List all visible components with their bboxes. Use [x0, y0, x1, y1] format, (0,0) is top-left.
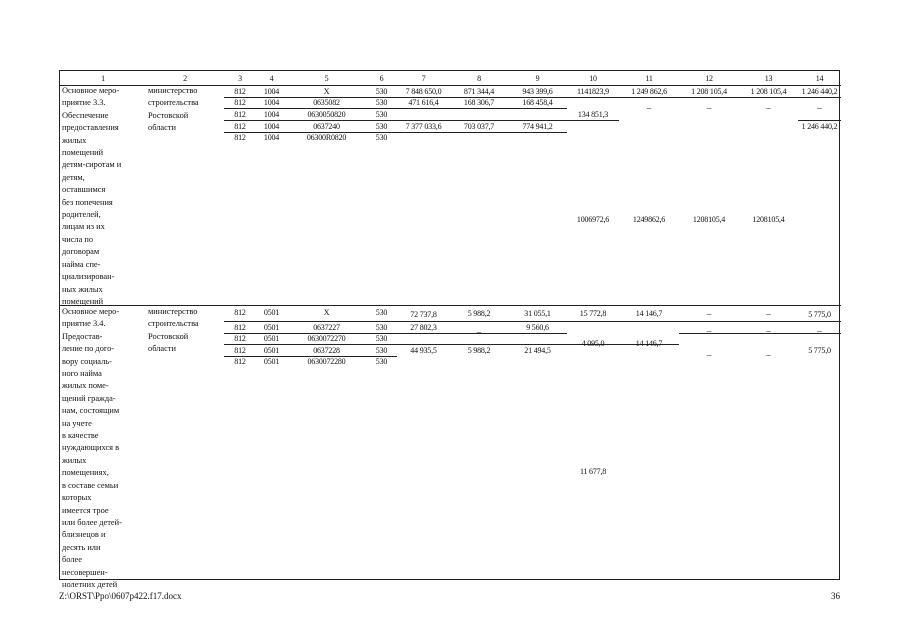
dash-cell: –	[766, 350, 771, 360]
budget-table	[59, 70, 840, 589]
column-header: 13	[764, 74, 773, 83]
cell: 0630072280	[307, 357, 346, 366]
text-line: области	[148, 344, 176, 354]
dash-cell: –	[766, 102, 771, 113]
column-header: 11	[645, 74, 653, 83]
text-line: нуждающихся в	[62, 443, 120, 453]
cell: 530	[375, 334, 388, 343]
column-header: 6	[379, 74, 384, 83]
column-header: 9	[535, 74, 540, 83]
text-line: министерство	[148, 86, 198, 95]
cell: 530	[375, 308, 388, 317]
amount-cell: 5 775,0	[808, 310, 831, 319]
text-line: вору социаль-	[62, 356, 112, 366]
cell: 1004	[263, 121, 280, 131]
cell: 1004	[263, 109, 280, 119]
text-line: договорам	[62, 247, 100, 257]
text-line: на учете	[62, 418, 92, 428]
text-line: предоставления	[62, 123, 119, 133]
text-line: помещений	[62, 296, 104, 306]
cell: 812	[234, 357, 246, 366]
cell: 812	[234, 334, 246, 343]
text-line: приятие 3.4.	[62, 319, 106, 329]
amount-cell: 1208105,4	[752, 215, 785, 224]
dash-cell: –	[706, 102, 712, 113]
text-line: оставшимся	[62, 185, 106, 195]
amount-cell: 31 055,1	[524, 309, 551, 318]
cell: 530	[375, 98, 388, 107]
column-header: 5	[324, 74, 329, 83]
cell: 812	[234, 109, 246, 119]
cell: 0637240	[313, 121, 340, 131]
cell: 530	[375, 109, 388, 119]
cell: 0501	[263, 357, 280, 366]
text-line: Основное меро-	[62, 86, 120, 95]
cell: 0501	[263, 308, 280, 317]
text-line: лицам из их	[62, 222, 105, 232]
amount-cell: 168 306,7	[463, 98, 495, 107]
text-line: Обеспечение	[62, 110, 109, 120]
column-header: 1	[101, 74, 105, 83]
text-line: щений гражда-	[62, 393, 116, 403]
text-line: строительства	[148, 98, 199, 108]
text-line: Ростовской	[148, 331, 189, 341]
amount-cell: 1 249 862,6	[631, 86, 667, 96]
amount-cell: 15 772,8	[579, 309, 607, 318]
amount-cell: 5 988,2	[467, 345, 491, 355]
amount-cell: 168 458,4	[522, 98, 553, 107]
text-line: нолетних детей	[62, 579, 118, 589]
dash-cell: –	[817, 326, 822, 336]
activity-name	[62, 85, 145, 308]
text-line: жилых	[62, 135, 87, 145]
amount-cell: 703 037,7	[463, 121, 495, 131]
cell: 0501	[263, 334, 280, 343]
amount-cell: 27 802,3	[410, 322, 437, 332]
cell: 1004	[263, 133, 280, 142]
cell: 0630072270	[307, 334, 346, 343]
amount-cell: 14 146,7	[635, 338, 663, 348]
text-line: жилых	[62, 455, 87, 465]
amount-cell: 14 146,7	[635, 309, 663, 318]
dash-cell: –	[817, 102, 822, 113]
column-header: 14	[815, 74, 824, 83]
cell: 06300R0820	[306, 133, 347, 142]
text-line: более	[62, 555, 82, 565]
text-line: или более детей-	[62, 517, 122, 527]
row-line	[567, 120, 619, 121]
cell: 530	[375, 322, 388, 332]
responsible-org	[148, 85, 223, 135]
row-line	[397, 108, 567, 109]
text-line: имеется трое	[62, 505, 109, 515]
column-header: 8	[477, 74, 481, 83]
amount-cell: 1 208 105,4	[691, 86, 727, 96]
text-line: которых	[62, 493, 92, 503]
text-line: детям,	[62, 172, 85, 182]
amount-cell: 5 988,2	[467, 309, 491, 318]
amount-cell: 1208105,4	[692, 215, 726, 224]
page-number: 36	[831, 591, 840, 601]
cell: 812	[234, 345, 246, 355]
text-line: ного найма	[62, 369, 102, 379]
column-header: 7	[421, 74, 426, 83]
text-line: области	[148, 123, 176, 133]
cell: Х	[323, 308, 330, 317]
column-header: 10	[589, 74, 597, 83]
text-line: детям-сиротам и	[62, 160, 122, 170]
amount-cell: 471 616,4	[408, 98, 439, 107]
amount-cell: 134 851,3	[577, 109, 609, 119]
amount-cell: 1249862,6	[632, 215, 666, 224]
dash-cell: –	[706, 350, 712, 360]
cell: 812	[234, 86, 246, 96]
amount-cell: 943 399,6	[522, 86, 553, 96]
amount-cell: 774 941,2	[522, 121, 553, 131]
text-line: несовершен-	[62, 567, 108, 577]
cell: 0637228	[313, 345, 340, 355]
cell: 0501	[263, 345, 280, 355]
dash-cell: –	[766, 326, 771, 336]
text-line: найма спе-	[62, 259, 101, 269]
cell: 0630050820	[307, 109, 346, 119]
responsible-org	[148, 306, 223, 356]
amount-cell: 7 848 650,0	[405, 86, 442, 96]
text-line: циализирован-	[62, 272, 115, 282]
amount-cell: 7 377 033,6	[405, 121, 442, 131]
text-line: десять или	[62, 542, 101, 552]
amount-cell: 1 246 440,2	[801, 86, 838, 96]
cell: 812	[234, 308, 246, 317]
text-line: жилых поме-	[62, 381, 109, 391]
text-line: числа по	[62, 234, 94, 244]
cell: 530	[375, 357, 388, 366]
amount-cell: 44 935,5	[410, 345, 437, 355]
column-header: 3	[238, 74, 242, 83]
cell: 1004	[263, 86, 280, 96]
cell: 530	[375, 133, 388, 142]
text-line: ление по дого-	[62, 344, 115, 354]
cell: 0501	[263, 322, 280, 332]
row-line	[397, 132, 567, 133]
cell: 0635082	[313, 98, 340, 107]
amount-cell: 4 095,0	[581, 338, 605, 348]
dash-cell: –	[476, 327, 482, 337]
amount-cell: 72 737,8	[410, 310, 437, 319]
text-line: близнецов и	[62, 530, 106, 540]
dash-cell: –	[766, 309, 771, 319]
amount-cell: 1141823,9	[577, 86, 609, 96]
dash-cell: –	[706, 326, 712, 336]
cell: 530	[375, 121, 388, 131]
dash-cell: –	[646, 102, 652, 113]
text-line: приятие 3.3.	[62, 98, 106, 108]
text-line: строительства	[148, 319, 199, 329]
text-line: помещениях,	[62, 468, 109, 478]
text-line: Ростовской	[148, 110, 189, 120]
amount-cell: 21 494,5	[524, 345, 551, 355]
text-line: министерство	[148, 307, 198, 316]
column-header: 4	[269, 74, 274, 83]
text-line: в составе семьи	[62, 480, 119, 490]
cell: Х	[323, 86, 330, 96]
dash-cell: –	[706, 309, 712, 319]
amount-cell: 5 775,0	[808, 345, 831, 355]
file-path: Z:\ORST\Ppo\0607p422.f17.docx	[59, 591, 182, 601]
cell: 530	[375, 86, 388, 96]
amount-cell: 9 560,6	[526, 322, 549, 332]
cell: 812	[234, 98, 246, 107]
column-header: 2	[183, 74, 187, 83]
amount-cell: 11 677,8	[579, 467, 607, 476]
cell: 530	[375, 345, 388, 355]
amount-cell: 871 344,4	[463, 86, 495, 96]
cell: 1004	[263, 98, 280, 107]
cell: 812	[234, 322, 246, 332]
amount-cell: 1 246 440,2	[801, 121, 838, 131]
text-line: помещений	[62, 148, 104, 158]
text-line: Предостав-	[62, 331, 103, 341]
text-line: ных жилых	[62, 284, 103, 294]
column-header: 12	[705, 74, 713, 83]
text-line: в качестве	[62, 431, 99, 441]
row-line	[397, 321, 841, 322]
text-line: нам, состоящим	[62, 406, 120, 416]
cell: 812	[234, 121, 246, 131]
cell: 0637227	[313, 322, 340, 332]
amount-cell: 1 208 105,4	[750, 86, 787, 96]
cell: 812	[234, 133, 246, 142]
text-line: без попечения	[62, 197, 113, 207]
activity-name	[62, 306, 145, 591]
amount-cell: 1006972,6	[576, 215, 610, 224]
text-line: родителей,	[62, 210, 101, 220]
text-line: Основное меро-	[62, 307, 120, 316]
